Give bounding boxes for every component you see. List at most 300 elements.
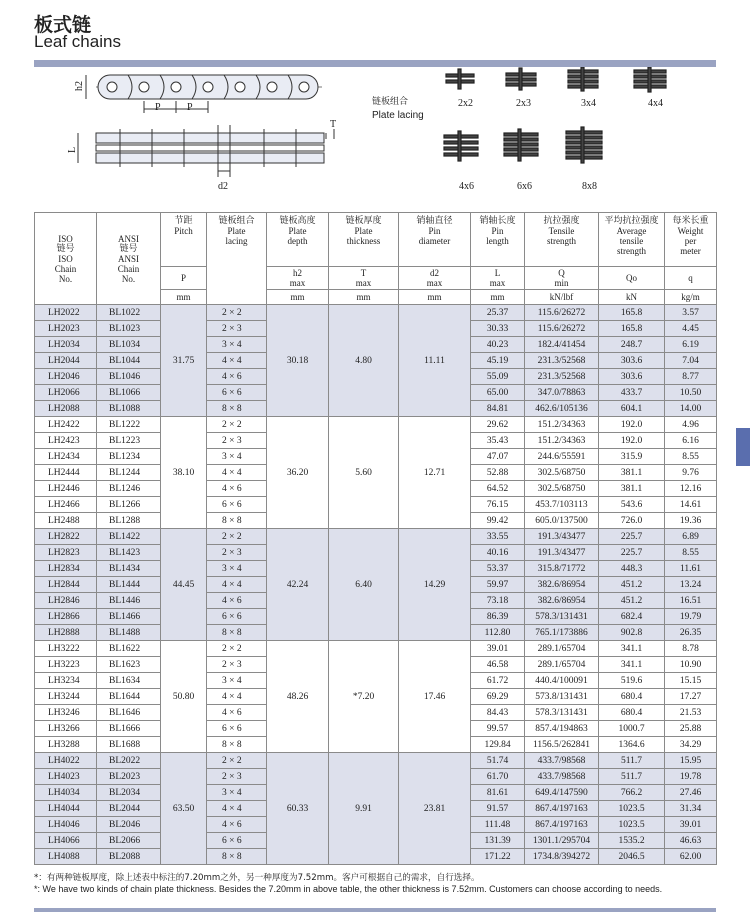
header-sym-2-line-0: P (180, 273, 186, 283)
iso-chain-no: LH2866 (35, 609, 97, 625)
lace-label-2x3: 2x3 (516, 98, 531, 109)
header-sym-4-line-1: max (289, 278, 306, 288)
ansi-chain-no: BL1488 (97, 625, 161, 641)
header-8-en-line-0: Tensile (548, 226, 575, 236)
ansi-chain-no: BL1446 (97, 593, 161, 609)
avg-tensile-strength: 682.4 (599, 609, 665, 625)
page-title-en: Leaf chains (34, 32, 121, 51)
header-sym-2 (161, 267, 207, 290)
header-sym-9-line-0: Qo (626, 273, 637, 283)
header-sym-7-line-1: max (489, 278, 506, 288)
ansi-chain-no: BL1646 (97, 705, 161, 721)
pin-length: 51.74 (471, 753, 525, 769)
plate-lacing: 4 × 4 (207, 465, 267, 481)
avg-tensile-strength: 225.7 (599, 545, 665, 561)
plate-lacing: 2 × 2 (207, 529, 267, 545)
ansi-chain-no: BL1466 (97, 609, 161, 625)
ansi-chain-no: BL1044 (97, 353, 161, 369)
pin-length: 73.18 (471, 593, 525, 609)
plate-lacing: 4 × 4 (207, 689, 267, 705)
pin-length: 61.72 (471, 673, 525, 689)
pin-length: 69.29 (471, 689, 525, 705)
ansi-chain-no: BL1623 (97, 657, 161, 673)
ansi-chain-no: BL2022 (97, 753, 161, 769)
avg-tensile-strength: 451.2 (599, 593, 665, 609)
header-3-zh-line-0: 链板组合 (218, 216, 255, 226)
header-5-en-line-0: Plate (354, 226, 373, 236)
tensile-strength: 231.3/52568 (525, 353, 599, 369)
iso-chain-no: LH3234 (35, 673, 97, 689)
iso-chain-no: LH4046 (35, 817, 97, 833)
pitch: 50.80 (161, 641, 207, 753)
plate-lacing: 6 × 6 (207, 385, 267, 401)
plate-lacing: 2 × 2 (207, 417, 267, 433)
avg-tensile-strength: 303.6 (599, 369, 665, 385)
table-row (35, 641, 717, 657)
plate-lacing: 6 × 6 (207, 833, 267, 849)
ansi-chain-no: BL1066 (97, 385, 161, 401)
avg-tensile-strength: 381.1 (599, 481, 665, 497)
avg-tensile-strength: 1023.5 (599, 817, 665, 833)
ansi-chain-no: BL1688 (97, 737, 161, 753)
pin-length: 171.22 (471, 849, 525, 865)
header-6-en-line-0: Pin (428, 226, 441, 236)
weight-per-meter: 17.27 (665, 689, 717, 705)
chain-drawing (34, 67, 716, 212)
iso-chain-no: LH2023 (35, 321, 97, 337)
header-unit-6: mm (399, 290, 471, 305)
lace-label-8x8: 8x8 (582, 181, 597, 192)
weight-per-meter: 15.15 (665, 673, 717, 689)
tensile-strength: 191.3/43477 (525, 545, 599, 561)
header-2-zh-line-0: 节距 (174, 216, 193, 226)
header-sym-8-line-1: min (554, 278, 569, 288)
pin-length: 45.19 (471, 353, 525, 369)
header-sym-6-line-0: d2 (430, 268, 439, 278)
weight-per-meter: 19.78 (665, 769, 717, 785)
pin-length: 65.00 (471, 385, 525, 401)
ansi-chain-no: BL2046 (97, 817, 161, 833)
iso-chain-no: LH2844 (35, 577, 97, 593)
tensile-strength: 302.5/68750 (525, 465, 599, 481)
iso-chain-no: LH2888 (35, 625, 97, 641)
iso-chain-no: LH2434 (35, 449, 97, 465)
ansi-chain-no: BL1634 (97, 673, 161, 689)
header-unit-10: kg/m (665, 290, 717, 305)
pin-length: 52.88 (471, 465, 525, 481)
avg-tensile-strength: 543.6 (599, 497, 665, 513)
header-1-zh-line-0: ANSI (117, 233, 139, 244)
ansi-chain-no: BL1088 (97, 401, 161, 417)
table-row (35, 417, 717, 433)
pin-length: 64.52 (471, 481, 525, 497)
ansi-chain-no: BL2034 (97, 785, 161, 801)
header-8-en-line-1: strength (547, 236, 576, 246)
plate-lacing: 8 × 8 (207, 737, 267, 753)
tensile-strength: 433.7/98568 (525, 769, 599, 785)
iso-chain-no: LH3246 (35, 705, 97, 721)
avg-tensile-strength: 1535.2 (599, 833, 665, 849)
avg-tensile-strength: 381.1 (599, 465, 665, 481)
header-sym-5-line-1: max (355, 278, 372, 288)
header-0-en-line-0: Chain (54, 263, 77, 274)
spec-table (34, 212, 717, 865)
header-2-en-line-0: Pitch (174, 226, 193, 236)
side-view (86, 75, 324, 113)
plate-depth: 30.18 (267, 305, 329, 417)
iso-chain-no: LH2022 (35, 305, 97, 321)
ansi-chain-no: BL1444 (97, 577, 161, 593)
header-9-en-line-1: tensile (619, 236, 644, 246)
header-unit-9: kN (599, 290, 665, 305)
weight-per-meter: 8.78 (665, 641, 717, 657)
tensile-strength: 244.6/55591 (525, 449, 599, 465)
ansi-chain-no: BL2066 (97, 833, 161, 849)
header-7 (471, 213, 525, 267)
header-1-zh-line-1: 链号 (119, 243, 138, 254)
plate-lacing: 4 × 6 (207, 817, 267, 833)
header-sym-9 (599, 267, 665, 290)
plate-lacing: 3 × 4 (207, 785, 267, 801)
tensile-strength: 867.4/197163 (525, 801, 599, 817)
iso-chain-no: LH2846 (35, 593, 97, 609)
header-8-zh-line-0: 抗拉强度 (543, 216, 580, 226)
tensile-strength: 191.3/43477 (525, 529, 599, 545)
plate-lacing: 3 × 4 (207, 561, 267, 577)
plate-lacing: 4 × 6 (207, 705, 267, 721)
avg-tensile-strength: 448.3 (599, 561, 665, 577)
tensile-strength: 382.6/86954 (525, 577, 599, 593)
header-5-en-line-1: thickness (346, 236, 381, 246)
header-1-en-line-1: No. (121, 273, 136, 284)
plate-lacing: 6 × 6 (207, 497, 267, 513)
weight-per-meter: 19.79 (665, 609, 717, 625)
footnote-zh: *：有两种链板厚度，除上述表中标注的7.20mm之外，另一种厚度为7.52mm。客户可根据自己的需求，自行选择。 (34, 873, 480, 883)
page-title-zh: 板式链 (34, 14, 92, 36)
tensile-strength: 347.0/78863 (525, 385, 599, 401)
lace-label-6x6: 6x6 (517, 181, 532, 192)
label-t: T (330, 119, 337, 130)
label-h2: h2 (74, 81, 85, 91)
avg-tensile-strength: 315.9 (599, 449, 665, 465)
footnote-en: *: We have two kinds of chain plate thickness. Besides the 7.20mm in above table, the other thickness is 7.52mm. Customers can choose according to needs. (34, 884, 663, 894)
ansi-chain-no: BL1246 (97, 481, 161, 497)
lace-label-3x4: 3x4 (581, 98, 596, 109)
avg-tensile-strength: 680.4 (599, 689, 665, 705)
avg-tensile-strength: 433.7 (599, 385, 665, 401)
pin-length: 61.70 (471, 769, 525, 785)
tensile-strength: 857.4/194863 (525, 721, 599, 737)
pin-diameter: 11.11 (399, 305, 471, 417)
header-10-en-line-0: Weight (677, 226, 704, 236)
weight-per-meter: 8.77 (665, 369, 717, 385)
tensile-strength: 453.7/103113 (525, 497, 599, 513)
header-4-en-line-0: Plate (288, 226, 307, 236)
weight-per-meter: 3.57 (665, 305, 717, 321)
plate-lacing: 2 × 3 (207, 545, 267, 561)
iso-chain-no: LH2422 (35, 417, 97, 433)
ansi-chain-no: BL2023 (97, 769, 161, 785)
pin-length: 112.80 (471, 625, 525, 641)
tensile-strength: 115.6/26272 (525, 321, 599, 337)
header-9-en-line-0: Average (616, 226, 647, 236)
tensile-strength: 440.4/100091 (525, 673, 599, 689)
ansi-chain-no: BL1244 (97, 465, 161, 481)
tensile-strength: 462.6/105136 (525, 401, 599, 417)
avg-tensile-strength: 680.4 (599, 705, 665, 721)
header-5-zh-line-0: 链板厚度 (345, 216, 382, 226)
header-3 (207, 213, 267, 305)
pitch: 44.45 (161, 529, 207, 641)
ansi-chain-no: BL1234 (97, 449, 161, 465)
pin-length: 25.37 (471, 305, 525, 321)
iso-chain-no: LH2034 (35, 337, 97, 353)
header-9-en-line-2: strength (617, 246, 646, 256)
header-0 (35, 213, 97, 305)
ansi-chain-no: BL1288 (97, 513, 161, 529)
avg-tensile-strength: 192.0 (599, 417, 665, 433)
weight-per-meter: 8.55 (665, 449, 717, 465)
label-d2: d2 (218, 181, 228, 192)
weight-per-meter: 12.16 (665, 481, 717, 497)
lacing-icons (444, 67, 666, 163)
plate-lacing: 2 × 3 (207, 657, 267, 673)
avg-tensile-strength: 766.2 (599, 785, 665, 801)
iso-chain-no: LH4066 (35, 833, 97, 849)
plate-thickness: *7.20 (329, 641, 399, 753)
lacing-label-en: Plate lacing (372, 110, 424, 121)
header-4-en-line-1: depth (287, 236, 308, 246)
header-7-zh-line-0: 销轴长度 (479, 216, 516, 226)
pin-length: 47.07 (471, 449, 525, 465)
pin-length: 40.23 (471, 337, 525, 353)
iso-chain-no: LH4022 (35, 753, 97, 769)
header-sym-6-line-1: max (426, 278, 443, 288)
tensile-strength: 1734.8/394272 (525, 849, 599, 865)
plate-thickness: 9.91 (329, 753, 399, 865)
header-0-zh-line-0: ISO (58, 233, 73, 244)
header-row-names (35, 213, 717, 267)
tensile-strength: 433.7/98568 (525, 753, 599, 769)
header-7-en-line-0: Pin (491, 226, 504, 236)
pin-length: 33.55 (471, 529, 525, 545)
ansi-chain-no: BL1022 (97, 305, 161, 321)
pitch: 63.50 (161, 753, 207, 865)
weight-per-meter: 46.63 (665, 833, 717, 849)
tensile-strength: 578.3/131431 (525, 705, 599, 721)
tensile-strength: 182.4/41454 (525, 337, 599, 353)
tensile-strength: 289.1/65704 (525, 657, 599, 673)
header-sym-10-line-0: q (688, 273, 693, 283)
pin-length: 84.43 (471, 705, 525, 721)
top-rule (34, 60, 716, 67)
weight-per-meter: 14.61 (665, 497, 717, 513)
pin-diameter: 14.29 (399, 529, 471, 641)
header-0-zh-line-1: 链号 (56, 243, 75, 254)
pin-length: 35.43 (471, 433, 525, 449)
header-9-zh-line-0: 平均抗拉强度 (604, 216, 659, 226)
weight-per-meter: 16.51 (665, 593, 717, 609)
tensile-strength: 649.4/147590 (525, 785, 599, 801)
header-10-en-line-1: per (684, 236, 697, 246)
header-1-zh-line-2: ANSI (117, 253, 139, 264)
weight-per-meter: 8.55 (665, 545, 717, 561)
plate-lacing: 6 × 6 (207, 609, 267, 625)
plate-lacing: 2 × 2 (207, 753, 267, 769)
plate-lacing: 2 × 2 (207, 305, 267, 321)
plate-thickness: 6.40 (329, 529, 399, 641)
pitch: 31.75 (161, 305, 207, 417)
header-8 (525, 213, 599, 267)
iso-chain-no: LH2044 (35, 353, 97, 369)
avg-tensile-strength: 1000.7 (599, 721, 665, 737)
header-sym-10 (665, 267, 717, 290)
header-sym-6 (399, 267, 471, 290)
header-sym-7 (471, 267, 525, 290)
header-7-en-line-1: length (486, 236, 509, 246)
avg-tensile-strength: 248.7 (599, 337, 665, 353)
header-3-en-line-1: lacing (225, 236, 248, 246)
header-1-en-line-0: Chain (117, 263, 140, 274)
header-0-zh-line-2: ISO (58, 253, 73, 264)
iso-chain-no: LH4034 (35, 785, 97, 801)
lace-2x2 (446, 69, 474, 89)
avg-tensile-strength: 192.0 (599, 433, 665, 449)
plate-lacing: 2 × 3 (207, 321, 267, 337)
avg-tensile-strength: 451.2 (599, 577, 665, 593)
weight-per-meter: 10.50 (665, 385, 717, 401)
tensile-strength: 151.2/34363 (525, 433, 599, 449)
tensile-strength: 1301.1/295704 (525, 833, 599, 849)
weight-per-meter: 4.45 (665, 321, 717, 337)
lace-label-4x6: 4x6 (459, 181, 474, 192)
lace-6x6 (504, 129, 538, 161)
weight-per-meter: 15.95 (665, 753, 717, 769)
pin-diameter: 23.81 (399, 753, 471, 865)
iso-chain-no: LH2488 (35, 513, 97, 529)
weight-per-meter: 13.24 (665, 577, 717, 593)
plate-lacing: 4 × 4 (207, 577, 267, 593)
tensile-strength: 573.8/131431 (525, 689, 599, 705)
header-6-zh-line-0: 销轴直径 (416, 216, 453, 226)
table-row (35, 305, 717, 321)
ansi-chain-no: BL1223 (97, 433, 161, 449)
plate-lacing: 3 × 4 (207, 449, 267, 465)
plate-lacing: 4 × 6 (207, 593, 267, 609)
ansi-chain-no: BL1046 (97, 369, 161, 385)
avg-tensile-strength: 511.7 (599, 769, 665, 785)
pin-length: 46.58 (471, 657, 525, 673)
lacing-label-zh: 链板组合 (372, 97, 409, 107)
iso-chain-no: LH4023 (35, 769, 97, 785)
weight-per-meter: 9.76 (665, 465, 717, 481)
pin-diameter: 17.46 (399, 641, 471, 753)
plate-lacing: 3 × 4 (207, 673, 267, 689)
plate-lacing: 4 × 4 (207, 353, 267, 369)
header-sym-7-line-0: L (494, 268, 501, 278)
pin-length: 84.81 (471, 401, 525, 417)
lace-label-2x2: 2x2 (458, 98, 473, 109)
lace-4x4 (634, 67, 666, 92)
plate-depth: 60.33 (267, 753, 329, 865)
lace-label-4x4: 4x4 (648, 98, 663, 109)
header-5 (329, 213, 399, 267)
pin-length: 59.97 (471, 577, 525, 593)
table-header (35, 213, 717, 305)
tensile-strength: 151.2/34363 (525, 417, 599, 433)
plate-lacing: 4 × 6 (207, 481, 267, 497)
ansi-chain-no: BL1023 (97, 321, 161, 337)
header-unit-2: mm (161, 290, 207, 305)
plate-lacing: 8 × 8 (207, 513, 267, 529)
pin-length: 111.48 (471, 817, 525, 833)
tensile-strength: 867.4/197163 (525, 817, 599, 833)
tensile-strength: 289.1/65704 (525, 641, 599, 657)
header-6-en-line-1: diameter (418, 236, 451, 246)
bottom-rule (34, 908, 716, 912)
pin-length: 86.39 (471, 609, 525, 625)
plate-thickness: 4.80 (329, 305, 399, 417)
avg-tensile-strength: 1023.5 (599, 801, 665, 817)
lacing-legend-label (372, 96, 424, 122)
header-sym-5-line-0: T (360, 268, 367, 278)
pitch: 38.10 (161, 417, 207, 529)
pin-diameter: 12.71 (399, 417, 471, 529)
ansi-chain-no: BL1222 (97, 417, 161, 433)
weight-per-meter: 39.01 (665, 817, 717, 833)
ansi-chain-no: BL1266 (97, 497, 161, 513)
weight-per-meter: 10.90 (665, 657, 717, 673)
label-l: L (67, 146, 78, 153)
plate-lacing: 2 × 3 (207, 769, 267, 785)
plate-lacing: 8 × 8 (207, 401, 267, 417)
iso-chain-no: LH2066 (35, 385, 97, 401)
header-4-zh-line-0: 链板高度 (279, 216, 316, 226)
label-p1: P (155, 102, 161, 113)
iso-chain-no: LH3244 (35, 689, 97, 705)
tensile-strength: 302.5/68750 (525, 481, 599, 497)
weight-per-meter: 25.88 (665, 721, 717, 737)
plate-lacing: 6 × 6 (207, 721, 267, 737)
tensile-strength: 1156.5/262841 (525, 737, 599, 753)
iso-chain-no: LH4088 (35, 849, 97, 865)
pin-length: 40.16 (471, 545, 525, 561)
plate-lacing: 2 × 3 (207, 433, 267, 449)
header-6 (399, 213, 471, 267)
iso-chain-no: LH3223 (35, 657, 97, 673)
pin-length: 99.57 (471, 721, 525, 737)
header-10-zh-line-0: 每米长重 (672, 216, 709, 226)
iso-chain-no: LH3266 (35, 721, 97, 737)
header-sym-8 (525, 267, 599, 290)
chain-diagram (34, 67, 716, 212)
avg-tensile-strength: 165.8 (599, 321, 665, 337)
plate-lacing: 2 × 2 (207, 641, 267, 657)
iso-chain-no: LH2466 (35, 497, 97, 513)
header-1 (97, 213, 161, 305)
avg-tensile-strength: 902.8 (599, 625, 665, 641)
weight-per-meter: 6.16 (665, 433, 717, 449)
header-unit-7: mm (471, 290, 525, 305)
avg-tensile-strength: 341.1 (599, 641, 665, 657)
plate-lacing: 4 × 6 (207, 369, 267, 385)
avg-tensile-strength: 2046.5 (599, 849, 665, 865)
tensile-strength: 231.3/52568 (525, 369, 599, 385)
plate-depth: 42.24 (267, 529, 329, 641)
tensile-strength: 605.0/137500 (525, 513, 599, 529)
tensile-strength: 115.6/26272 (525, 305, 599, 321)
avg-tensile-strength: 341.1 (599, 657, 665, 673)
